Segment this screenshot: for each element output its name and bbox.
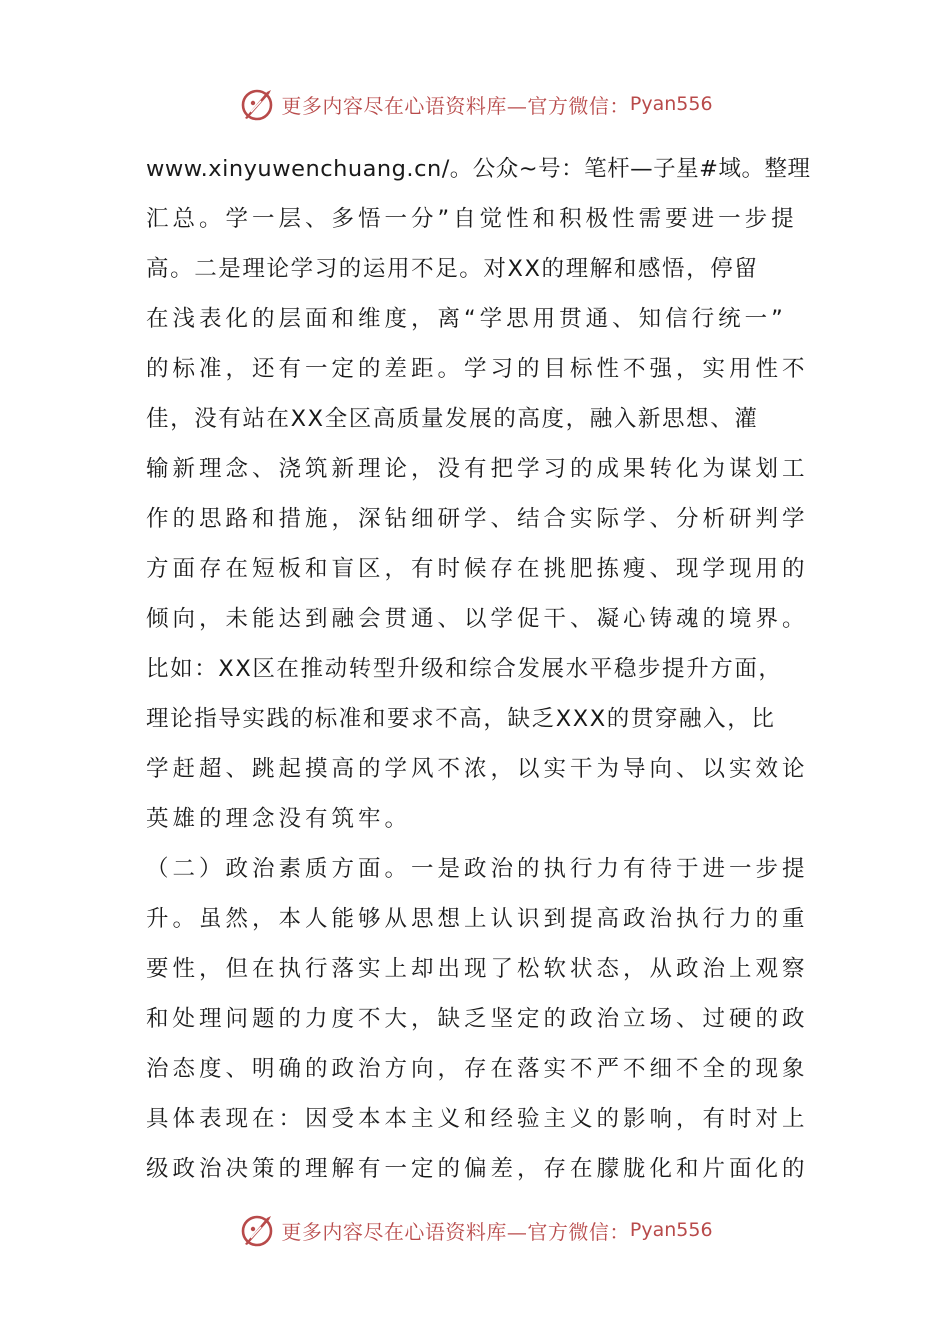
text-line: 要性，但在执行落实上却出现了松软状态，从政治上观察 bbox=[146, 956, 809, 982]
text-line: 的标准，还有一定的差距。学习的目标性不强，实用性不 bbox=[146, 356, 809, 382]
text-line: 汇总。学一层、多悟一分”自觉性和积极性需要进一步提 bbox=[146, 206, 798, 232]
text-line: 治态度、明确的政治方向，存在落实不严不细不全的现象 bbox=[146, 1056, 809, 1082]
text-line: 在浅表化的层面和维度，离“学思用贯通、知信行统一” bbox=[146, 306, 787, 332]
text-line: （二）政治素质方面。一是政治的执行力有待于进一步提 bbox=[146, 856, 809, 882]
text-line: 学赶超、跳起摸高的学风不浓，以实干为导向、以实效论 bbox=[146, 756, 809, 782]
text-line: 升。虽然，本人能够从思想上认识到提高政治执行力的重 bbox=[146, 906, 809, 932]
text-line: 和处理问题的力度不大，缺乏坚定的政治立场、过硬的政 bbox=[146, 1006, 809, 1032]
wechat-id: Pyan556 bbox=[629, 1219, 713, 1241]
quill-logo-icon bbox=[237, 1210, 277, 1250]
banner-text: 更多内容尽在心语资料库—官方微信： bbox=[281, 93, 630, 118]
header-banner bbox=[0, 82, 950, 126]
text-line: 英雄的理念没有筑牢。 bbox=[146, 806, 412, 832]
text-line: 作的思路和措施，深钻细研学、结合实际学、分析研判学 bbox=[146, 506, 809, 532]
text-line: 佳，没有站在XX全区高质量发展的高度，融入新思想、灌 bbox=[146, 406, 759, 432]
quill-logo-icon bbox=[237, 84, 277, 124]
footer-banner bbox=[0, 1208, 950, 1252]
text-line: 理论指导实践的标准和要求不高，缺乏XXX的贯穿融入，比 bbox=[146, 706, 776, 732]
text-line: 级政治决策的理解有一定的偏差，存在朦胧化和片面化的 bbox=[146, 1156, 809, 1182]
text-line: 方面存在短板和盲区，有时候存在挑肥拣瘦、现学现用的 bbox=[146, 556, 809, 582]
document-body bbox=[146, 144, 814, 1194]
text-line: www.xinyuwenchuang.cn/。公众~号：笔杆—子星#域。整理 bbox=[146, 156, 811, 182]
text-line: 输新理念、浇筑新理论，没有把学习的成果转化为谋划工 bbox=[146, 456, 809, 482]
wechat-id: Pyan556 bbox=[629, 93, 713, 115]
text-line: 比如：XX区在推动转型升级和综合发展水平稳步提升方面， bbox=[146, 656, 783, 682]
banner-text: 更多内容尽在心语资料库—官方微信： bbox=[281, 1219, 630, 1244]
text-line: 高。二是理论学习的运用不足。对XX的理解和感悟，停留 bbox=[146, 256, 759, 282]
text-line: 具体表现在：因受本本主义和经验主义的影响，有时对上 bbox=[146, 1106, 809, 1132]
text-line: 倾向，未能达到融会贯通、以学促干、凝心铸魂的境界。 bbox=[146, 606, 809, 632]
